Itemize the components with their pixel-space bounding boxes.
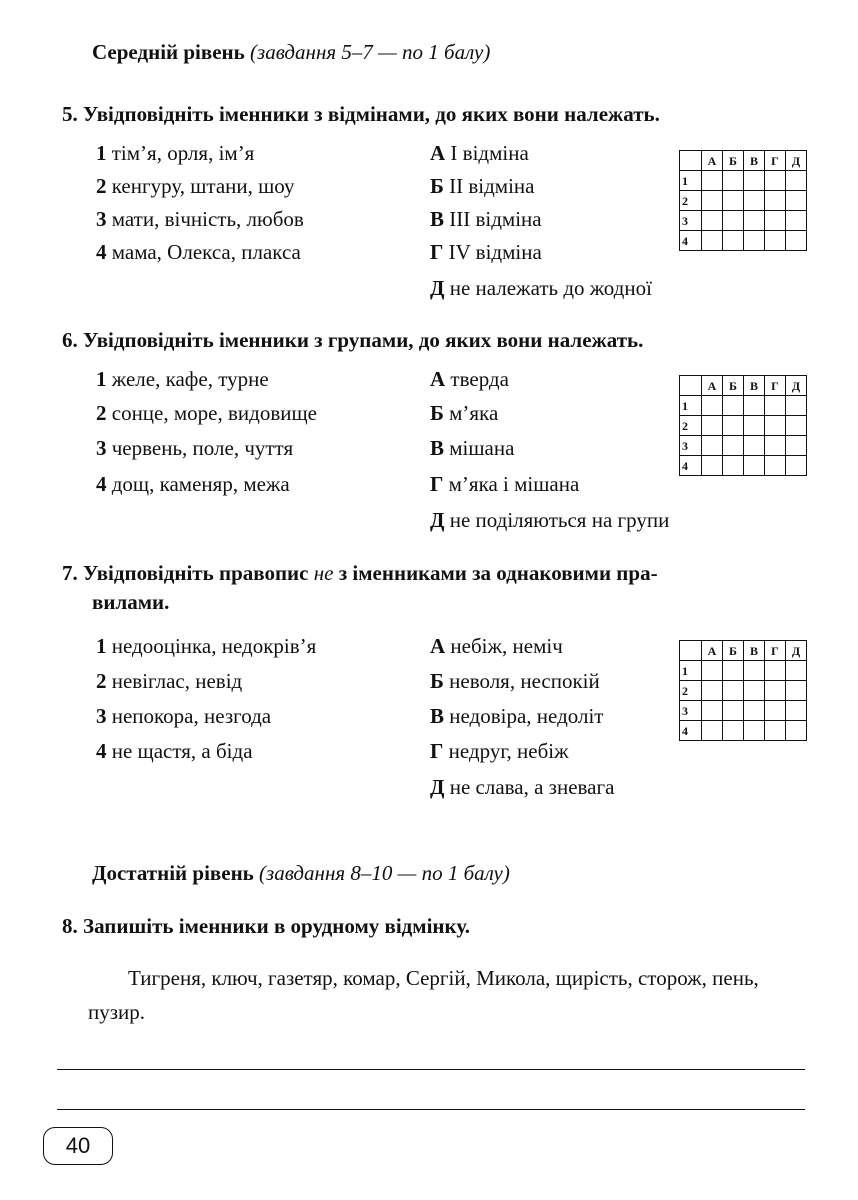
task-5-left-2 [96,174,295,199]
item-text: желе, кафе, турне [111,367,269,391]
item-key: В [430,704,445,728]
grid-col-header: Д [786,641,807,661]
task-text: Увідповідніть іменники з відмінами, до яких вони належать. [83,102,660,126]
item-key: Д [430,775,445,799]
item-key: Б [430,174,444,198]
grid-cell[interactable] [723,191,744,211]
grid-cell[interactable] [765,416,786,436]
task-5-title [62,102,660,127]
grid-cell[interactable] [786,191,807,211]
grid-row-header: 2 [680,416,702,436]
grid-row-header: 3 [680,211,702,231]
task-6-left-1 [96,367,269,392]
item-key: Б [430,401,444,425]
grid-cell[interactable] [765,171,786,191]
task-5-right-b [430,174,535,199]
item-key: А [430,634,446,658]
grid-cell[interactable] [765,721,786,741]
task-5-right-a [430,141,529,166]
item-key: 2 [96,669,107,693]
answer-line-2[interactable] [57,1109,805,1110]
task-text-ne: не [313,561,334,585]
task-7-title-cont: вилами. [92,590,170,614]
grid-cell[interactable] [744,211,765,231]
grid-cell[interactable] [723,721,744,741]
grid-row-header: 2 [680,191,702,211]
item-key: 1 [96,367,107,391]
grid-cell[interactable] [786,416,807,436]
task-text: Увідповідніть іменники з групами, до яких вони належать. [83,328,644,352]
grid-col-header: В [744,151,765,171]
grid-corner [680,641,702,661]
section-note: (завдання 5–7 — по 1 балу) [250,40,491,64]
grid-col-header: В [744,641,765,661]
grid-cell[interactable] [702,191,723,211]
item-text: тім’я, орля, ім’я [111,141,255,165]
grid-cell[interactable] [786,456,807,476]
task-6-left-2 [96,401,317,426]
grid-cell[interactable] [744,701,765,721]
task-number: 6. [62,328,78,352]
item-key: 2 [96,401,107,425]
grid-cell[interactable] [723,436,744,456]
item-text: мама, Олекса, плакса [111,240,301,264]
grid-cell[interactable] [702,211,723,231]
grid-cell[interactable] [723,171,744,191]
task-6-right-g [430,472,579,497]
grid-cell[interactable] [702,661,723,681]
grid-cell[interactable] [702,456,723,476]
item-key: Д [430,276,445,300]
item-text: не належать до жодної [449,276,652,300]
task-5-left-1 [96,141,254,166]
grid-col-header: Д [786,376,807,396]
item-key: 4 [96,739,107,763]
grid-cell[interactable] [786,661,807,681]
task-6-right-a [430,367,509,392]
item-key: Г [430,739,444,763]
answer-grid-task-7 [679,640,807,741]
task-6-right-d [430,508,669,533]
grid-col-header: Б [723,151,744,171]
grid-cell[interactable] [765,681,786,701]
grid-col-header: Г [765,641,786,661]
grid-cell[interactable] [786,721,807,741]
grid-cell[interactable] [723,456,744,476]
task-8-title [62,914,470,939]
grid-cell[interactable] [744,171,765,191]
item-text: не щастя, а біда [111,739,253,763]
grid-cell[interactable] [786,681,807,701]
grid-cell[interactable] [744,681,765,701]
item-text: невіглас, невід [111,669,243,693]
grid-cell[interactable] [744,661,765,681]
task-text-b: з іменниками за однаковими пра- [338,561,658,585]
item-key: А [430,141,446,165]
grid-cell[interactable] [723,701,744,721]
grid-cell[interactable] [723,211,744,231]
item-text: не поділяються на групи [449,508,670,532]
section-heading-sufficient [92,861,510,886]
grid-cell[interactable] [723,681,744,701]
grid-cell[interactable] [702,721,723,741]
task-number: 5. [62,102,78,126]
item-text: м’яка [449,401,499,425]
page-number-badge [43,1127,113,1165]
item-key: Г [430,240,444,264]
grid-cell[interactable] [786,436,807,456]
task-7-right-a [430,634,563,659]
section-title: Достатній рівень [92,861,254,885]
grid-col-header: Б [723,641,744,661]
item-text: II відміна [449,174,535,198]
grid-cell[interactable] [723,661,744,681]
grid-row-header: 1 [680,661,702,681]
page-number: 40 [65,1133,91,1158]
task-7-right-v [430,704,603,729]
grid-col-header: Б [723,376,744,396]
section-title: Середній рівень [92,40,245,64]
item-text: кенгуру, штани, шоу [111,174,295,198]
item-key: 4 [96,240,107,264]
item-key: А [430,367,446,391]
grid-row-header: 4 [680,231,702,251]
grid-cell[interactable] [744,416,765,436]
grid-cell[interactable] [702,701,723,721]
task-6-left-4 [96,472,290,497]
item-key: 3 [96,436,107,460]
task-7-right-d [430,775,614,800]
task-number: 7. [62,561,78,585]
item-text: недруг, небіж [448,739,569,763]
task-6-right-b [430,401,498,426]
grid-cell[interactable] [765,211,786,231]
answer-grid-task-5 [679,150,807,251]
grid-cell[interactable] [702,396,723,416]
item-key: Б [430,669,444,693]
item-key: 4 [96,472,107,496]
task-7-left-2 [96,669,242,694]
grid-row-header: 2 [680,681,702,701]
grid-cell[interactable] [723,231,744,251]
item-text: III відміна [449,207,542,231]
grid-cell[interactable] [786,171,807,191]
task-6-title [62,328,643,353]
item-key: 2 [96,174,107,198]
grid-cell[interactable] [786,231,807,251]
item-key: В [430,207,445,231]
task-5-left-4 [96,240,301,265]
item-key: В [430,436,445,460]
grid-row-header: 1 [680,171,702,191]
task-7-left-4 [96,739,253,764]
grid-col-header: А [702,641,723,661]
task-6-left-3 [96,436,293,461]
grid-corner [680,376,702,396]
item-text: червень, поле, чуття [111,436,294,460]
grid-col-header: Д [786,151,807,171]
task-number: 8. [62,914,78,938]
grid-cell[interactable] [765,231,786,251]
grid-col-header: Г [765,376,786,396]
grid-cell[interactable] [702,681,723,701]
item-key: 1 [96,634,107,658]
grid-cell[interactable] [702,171,723,191]
task-5-right-d [430,276,652,301]
answer-line-1[interactable] [57,1069,805,1070]
grid-cell[interactable] [765,436,786,456]
grid-cell[interactable] [702,436,723,456]
grid-row-header: 1 [680,396,702,416]
task-8-word-list [88,961,808,1029]
item-text: IV відміна [448,240,542,264]
item-key: Г [430,472,444,496]
grid-row-header: 3 [680,436,702,456]
grid-row-header: 3 [680,701,702,721]
grid-cell[interactable] [744,396,765,416]
task-7-left-3 [96,704,271,729]
grid-cell[interactable] [765,701,786,721]
word-list-text: Тигреня, ключ, газетяр, комар, Сергій, Микола, щирість, сторож, пень, пузир. [88,966,759,1024]
task-5-left-3 [96,207,304,232]
item-text: небіж, неміч [450,634,563,658]
item-text: мати, вічність, любов [111,207,304,231]
item-key: 1 [96,141,107,165]
task-5-right-v [430,207,542,232]
grid-cell[interactable] [765,191,786,211]
item-text: неволя, неспокій [449,669,600,693]
item-text: недооцінка, недокрів’я [111,634,317,658]
item-key: 3 [96,704,107,728]
grid-row-header: 4 [680,456,702,476]
item-text: непокора, незгода [111,704,272,728]
grid-cell[interactable] [702,416,723,436]
grid-cell[interactable] [765,396,786,416]
grid-cell[interactable] [723,396,744,416]
grid-cell[interactable] [786,396,807,416]
item-text: недовіра, недоліт [449,704,604,728]
item-text: сонце, море, видовище [111,401,317,425]
grid-cell[interactable] [744,721,765,741]
grid-cell[interactable] [744,456,765,476]
task-5-right-g [430,240,542,265]
section-note: (завдання 8–10 — по 1 балу) [259,861,510,885]
grid-col-header: Г [765,151,786,171]
item-key: Д [430,508,445,532]
task-7-right-b [430,669,600,694]
task-6-right-v [430,436,514,461]
grid-cell[interactable] [702,231,723,251]
grid-cell[interactable] [744,231,765,251]
grid-corner [680,151,702,171]
grid-cell[interactable] [723,416,744,436]
grid-cell[interactable] [765,661,786,681]
grid-cell[interactable] [786,211,807,231]
answer-grid-task-6 [679,375,807,476]
item-text: дощ, каменяр, межа [111,472,290,496]
item-text: м’яка і мішана [448,472,580,496]
grid-col-header: А [702,376,723,396]
item-text: мішана [449,436,515,460]
item-text: I відміна [450,141,529,165]
grid-cell[interactable] [786,701,807,721]
task-text-a: Увідповідніть правопис [83,561,309,585]
grid-row-header: 4 [680,721,702,741]
grid-col-header: В [744,376,765,396]
task-text: Запишіть іменники в орудному відмінку. [83,914,470,938]
task-7-left-1 [96,634,316,659]
section-heading-middle [92,40,490,65]
task-7-right-g [430,739,569,764]
grid-cell[interactable] [744,436,765,456]
item-key: 3 [96,207,107,231]
grid-col-header: А [702,151,723,171]
item-text: не слава, а зневага [449,775,615,799]
grid-cell[interactable] [765,456,786,476]
grid-cell[interactable] [744,191,765,211]
task-7-title [62,561,658,586]
item-text: тверда [450,367,509,391]
